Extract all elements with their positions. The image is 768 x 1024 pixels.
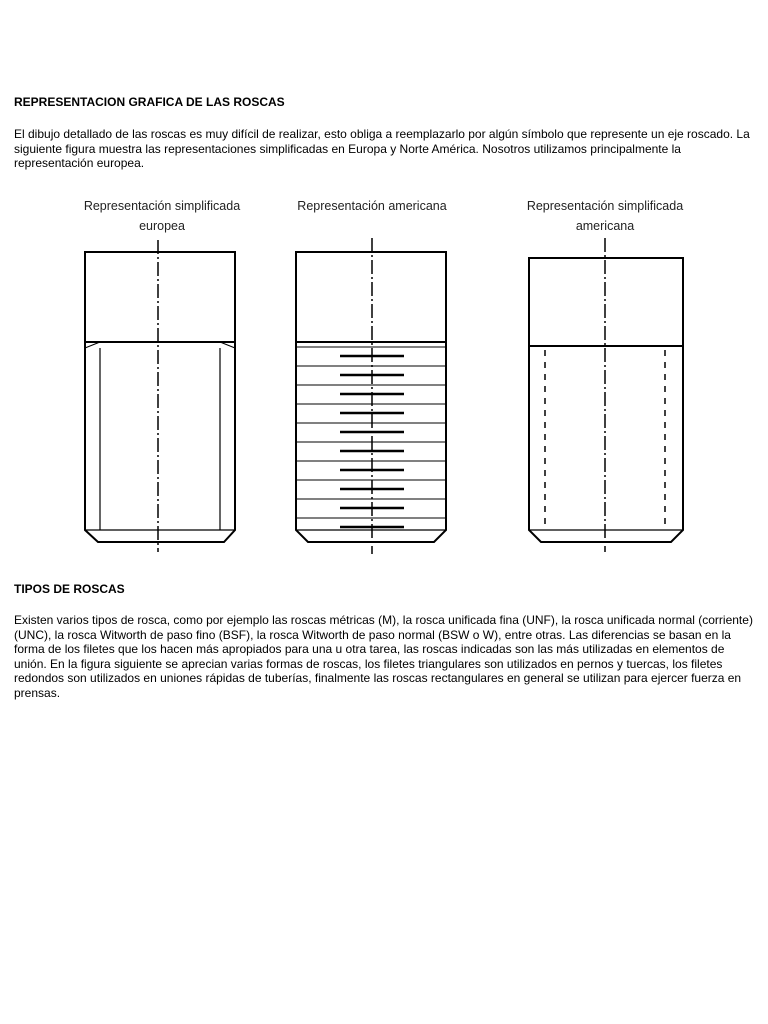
- thread-representation-figure: [60, 190, 700, 560]
- european-caption-line1: Representación simplificada: [83, 199, 241, 213]
- european-caption-line2: europea: [139, 219, 185, 233]
- american-simplified-representation: [527, 199, 683, 552]
- section-body-representacion: El dibujo detallado de las roscas es muy difícil de realizar, esto obliga a reemplazarlo por algún símbolo que represente un eje roscado. La siguiente figura muestra las representaciones simplificadas en Europa y Norte América. Nosotros utilizamos principalmente la representación europea.: [14, 127, 750, 170]
- american-caption: Representación americana: [297, 199, 447, 213]
- american-representation: [296, 199, 447, 554]
- european-representation: [84, 199, 240, 552]
- american-simplified-caption-line2: americana: [575, 219, 635, 233]
- section-title-tipos: TIPOS DE ROSCAS: [14, 582, 125, 596]
- section-body-tipos: Existen varios tipos de rosca, como por ejemplo las roscas métricas (M), la rosca unificada fina (UNF), la rosca unificada normal (corriente) (UNC), la rosca Witworth de paso fino (BSF), la rosca Witworth de paso normal (BSW o W), entre otras. Las diferencias se basan en la forma de los filetes que los hacen más apropiados para una u otra tarea, las roscas indicadas son las más utilizadas en elementos de unión. En la figura siguiente se aprecian varias formas de roscas, los filetes triangulares son utilizados en pernos y tuercas, los filetes redondos son utilizados en uniones rápidas de tuberías, finalmente las roscas rectangulares en general se utilizan para ejercer fuerza en prensas.: [14, 613, 753, 700]
- american-simplified-caption-line1: Representación simplificada: [526, 199, 684, 213]
- section-title-representacion: REPRESENTACION GRAFICA DE LAS ROSCAS: [14, 95, 285, 109]
